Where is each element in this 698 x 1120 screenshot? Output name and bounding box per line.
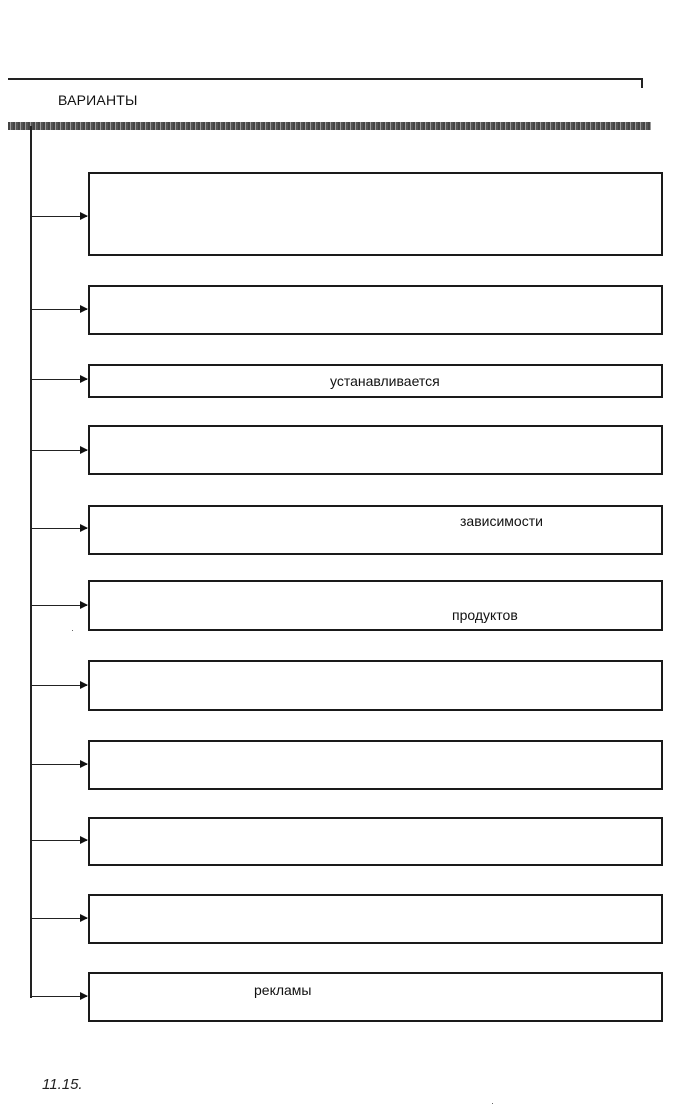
connector-arrow-7 xyxy=(31,685,87,686)
option-box-6-text: продуктов xyxy=(452,607,518,623)
connector-arrow-5 xyxy=(31,528,87,529)
connector-arrow-8 xyxy=(31,764,87,765)
connector-arrow-2 xyxy=(31,309,87,310)
figure-label: 11.15. xyxy=(42,1076,83,1093)
connector-arrow-1 xyxy=(31,216,87,217)
option-box-6 xyxy=(88,580,663,631)
option-box-1 xyxy=(88,172,663,256)
option-box-3-text: устанавливается xyxy=(330,373,440,389)
scan-speck xyxy=(72,630,73,631)
connector-trunk xyxy=(30,126,32,998)
connector-arrow-9 xyxy=(31,840,87,841)
header-bar xyxy=(8,122,651,130)
header-tick xyxy=(641,78,643,88)
option-box-10 xyxy=(88,894,663,944)
header-top-rule xyxy=(8,78,643,80)
option-box-5-text: зависимости xyxy=(460,513,543,529)
option-box-8 xyxy=(88,740,663,790)
option-box-2 xyxy=(88,285,663,335)
option-box-9 xyxy=(88,817,663,866)
option-box-5 xyxy=(88,505,663,555)
connector-arrow-11 xyxy=(31,996,87,997)
option-box-3 xyxy=(88,364,663,398)
option-box-11 xyxy=(88,972,663,1022)
connector-arrow-4 xyxy=(31,450,87,451)
connector-arrow-3 xyxy=(31,379,87,380)
connector-arrow-6 xyxy=(31,605,87,606)
option-box-7 xyxy=(88,660,663,711)
header-title: ВАРИАНТЫ xyxy=(58,92,138,108)
option-box-11-text: рекламы xyxy=(254,982,312,998)
option-box-4 xyxy=(88,425,663,475)
connector-arrow-10 xyxy=(31,918,87,919)
scan-speck xyxy=(492,1103,493,1104)
